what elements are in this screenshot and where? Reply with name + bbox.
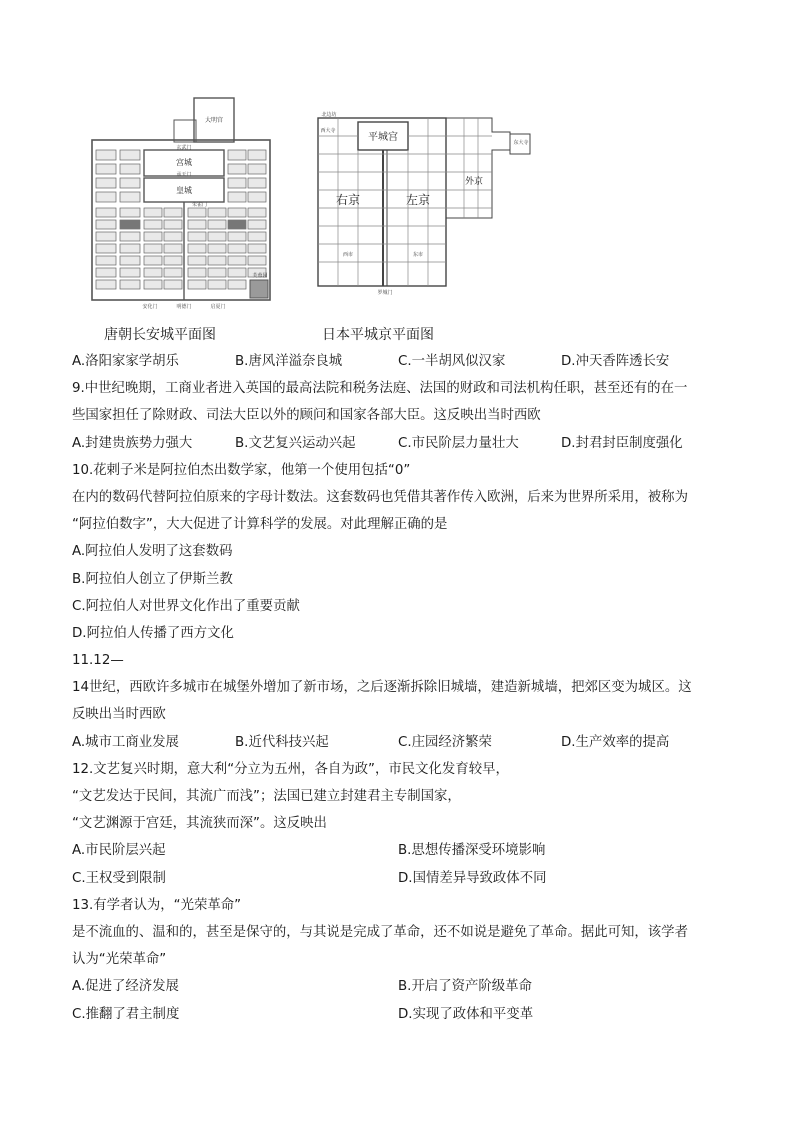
q12-option-d[interactable]: D.国情差异导致政体不同 [398,870,547,886]
west-market-label: 西市 [342,252,354,258]
q13-stem-cont: 是不流血的、温和的，甚至是保守的，与其说是完成了革命，还不如说是避免了革命。据此可知，该学者 [72,924,688,940]
q13-option-d[interactable]: D.实现了政体和平变革 [398,1006,534,1022]
saidaiji-label: 西大寺 [320,128,336,134]
q9-stem: 9.中世纪晚期，工商业者进入英国的最高法院和税务法庭、法国的财政和司法机构任职，甚至还有的在一 [72,381,688,397]
todaiji-label: 东大寺 [513,140,529,146]
gekyo-label: 外京 [464,177,484,187]
rajomon-label: 罗城门 [377,290,393,296]
q11-option-a[interactable]: A.城市工商业发展 [72,734,179,750]
q12-option-c[interactable]: C.王权受到限制 [72,870,166,886]
q9-option-c[interactable]: C.市民阶层力量壮大 [398,435,519,451]
q8-option-c[interactable]: C.一半胡风似汉家 [398,354,506,369]
chengtian-gate-label: 承天门 [176,172,192,178]
changan-map [74,92,284,314]
q13-stem-cont2: 认为“光荣革命” [72,952,167,968]
anhua-gate-label: 安化门 [142,304,158,310]
q12-stem-cont: “文艺发达于民间，其流广而浅”；法国已建立封建君主专制国家， [72,789,461,804]
q10-option-c[interactable]: C.阿拉伯人对世界文化作出了重要贡献 [72,598,300,614]
q13-stem: 13.有学者认为，“光荣革命” [72,897,242,913]
q8-option-b[interactable]: B.唐风洋溢奈良城 [235,354,343,369]
palace-label: 平城宫 [368,132,398,143]
q12-options-row2 [72,865,732,892]
q13-option-b[interactable]: B.开启了资产阶级革命 [398,979,532,995]
q8-option-d[interactable]: D.冲天香阵透长安 [561,354,670,369]
q12-stem-cont2: “文艺渊源于宫廷，其流狭而深”。这反映出 [72,816,327,832]
q13-options-row2 [72,1001,732,1028]
maps-figure [60,88,540,350]
q11-stem-cont2: 反映出当时西欧 [72,707,166,723]
q12-options-row1 [72,837,732,864]
heijokyo-map [292,110,542,310]
heijokyo-map-caption: 日本平城京平面图 [322,327,434,343]
gong-cheng-label: 宫城 [176,158,192,167]
q9-options [72,430,732,457]
q11-option-c[interactable]: C.庄园经济繁荣 [398,734,492,750]
q11-stem: 11.12— [72,653,124,669]
sakyo-label: 左京 [405,193,431,207]
q11-stem-cont: 14世纪，西欧许多城市在城堡外增加了新市场，之后逐渐拆除旧城墙，建造新城墙，把郊区变为城区。这 [72,680,692,696]
ukyo-label: 右京 [335,193,361,207]
q13-option-a[interactable]: A.促进了经济发展 [72,979,179,995]
q8-options [72,348,732,375]
q9-stem-cont: 些国家担任了除财政、司法大臣以外的顾问和国家各部大臣。这反映出当时西欧 [72,408,541,424]
q10-stem: 10.花剌子米是阿拉伯杰出数学家，他第一个使用包括“0” [72,462,411,478]
q11-option-b[interactable]: B.近代科技兴起 [235,734,329,750]
furong-garden-label: 芙蓉园 [252,273,268,279]
q13-options-row1 [72,973,732,1000]
q10-stem-cont2: “阿拉伯数字”，大大促进了计算科学的发展。对此理解正确的是 [72,517,448,533]
xuanwu-gate-label: 玄武门 [176,145,192,151]
daming-palace-label: 大明宫 [204,117,224,124]
q9-option-a[interactable]: A.封建贵族势力强大 [72,435,193,451]
q10-option-d[interactable]: D.阿拉伯人传播了西方文化 [72,625,234,641]
q8-option-a[interactable]: A.洛阳家家学胡乐 [72,354,179,369]
q13-option-c[interactable]: C.推翻了君主制度 [72,1006,180,1022]
north-road-label: 北边坊 [321,112,337,118]
huang-cheng-label: 皇城 [176,186,192,195]
q12-stem: 12.文艺复兴时期，意大利“分立为五州，各自为政”，市民文化发育较早， [72,761,509,777]
q12-option-a[interactable]: A.市民阶层兴起 [72,843,166,859]
q10-stem-cont: 在内的数码代替阿拉伯原来的字母计数法。这套数码也凭借其著作传入欧洲，后来为世界所采用，被称为 [72,489,688,505]
mingde-gate-label: 明德门 [176,304,192,310]
questions-area [72,348,732,1028]
q10-option-a[interactable]: A.阿拉伯人发明了这套数码 [72,544,233,560]
q9-option-d[interactable]: D.封君封臣制度强化 [561,435,683,451]
q10-option-b[interactable]: B.阿拉伯人创立了伊斯兰教 [72,571,233,587]
zhuque-gate-label: 朱雀门 [192,202,208,208]
east-market-label: 东市 [412,252,424,258]
q11-options [72,729,732,756]
changan-map-caption: 唐朝长安城平面图 [104,327,216,343]
q11-option-d[interactable]: D.生产效率的提高 [561,734,670,750]
qixia-gate-label: 启夏门 [210,304,226,310]
q12-option-b[interactable]: B.思想传播深受环境影响 [398,843,546,859]
q9-option-b[interactable]: B.文艺复兴运动兴起 [235,435,356,451]
